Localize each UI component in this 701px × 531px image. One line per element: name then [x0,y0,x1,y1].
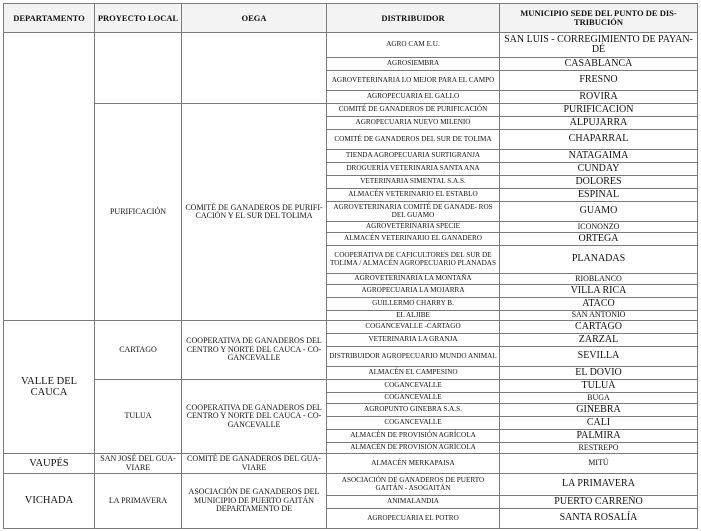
distribuidor-cell: COGANCEVALLE -CARTAGO [327,321,500,334]
header-row [4,4,698,33]
distribuidor-cell: AGROVETERINARIA LO MEJOR PARA EL CAMPO [327,71,500,91]
municipio-cell: TULUÁ [500,380,698,393]
table-row [4,321,698,334]
distribuidor-cell: GUILLERMO CHARRY B. [327,298,500,311]
distribuidor-cell: AGROPECUARIA EL GALLO [327,91,500,104]
municipio-cell: VILLA RICA [500,285,698,298]
distributors-table [3,3,698,529]
municipio-cell: PUERTO CARREÑO [500,496,698,509]
distribuidor-cell: VETERINARIA LA GRANJA [327,334,500,347]
distribuidor-cell: TIENDA AGROPECUARIA SURTIGRANJA [327,150,500,163]
municipio-cell: ICONONZO [500,222,698,233]
departamento-cell-valle: VALLE DEL CAUCA [4,321,95,454]
municipio-cell: ATACO [500,298,698,311]
distribuidor-cell: AGROPECUARIA LA MOJARRA [327,285,500,298]
municipio-cell: ORTEGA [500,233,698,246]
distribuidor-cell: ALMACÉN EL CAMPESINO [327,367,500,380]
table-row [4,474,698,496]
distribuidor-cell: ALMACÉN VETERINARIO EL GANADERO [327,233,500,246]
municipio-cell: GINEBRA [500,404,698,417]
municipio-cell: PALMIRA [500,430,698,443]
distribuidor-cell: AGROSIEMBRA [327,58,500,71]
table-row [4,33,698,58]
oega-cell-cartago: COOPERATIVA DE GANADEROS DEL CENTRO Y NORTE DEL CAUCA - CO- GANCEVALLE [182,321,327,380]
municipio-cell: ROVIRA [500,91,698,104]
distribuidor-cell: AGROVETERINARIA SPECIE [327,222,500,233]
col-proyecto-local: PROYECTO LOCAL [95,4,182,33]
municipio-cell: SANTA ROSALÍA [500,509,698,529]
municipio-cell: ALPUJARRA [500,117,698,130]
municipio-cell: PLANADAS [500,246,698,274]
distribuidor-cell: COOPERATIVA DE CAFICULTORES DEL SUR DE TOLIMA / ALMACÉN AGROPECUARIO PLANADAS [327,246,500,274]
municipio-cell: GUAMO [500,202,698,222]
municipio-cell: CHAPARRAL [500,130,698,150]
municipio-cell: CARTAGO [500,321,698,334]
municipio-cell: BUGA [500,393,698,404]
col-departamento: DEPARTAMENTO [4,4,95,33]
distribuidor-cell: AGROVETERINARIA COMITÉ DE GANADE- ROS DEL GUAMO [327,202,500,222]
distribuidor-cell: AGROVETERINARIA LA MONTAÑA [327,274,500,285]
proyecto-cell-tulua: TULUA [95,380,182,454]
municipio-cell: CUNDAY [500,163,698,176]
municipio-cell: EL DOVIO [500,367,698,380]
table-row [4,104,698,117]
distribuidor-cell: COGANCEVALLE [327,380,500,393]
municipio-cell: LA PRIMAVERA [500,474,698,496]
municipio-cell: RESTREPO [500,443,698,454]
distribuidor-cell: COGANCEVALLE [327,393,500,404]
distribuidor-cell: ANIMALANDIA [327,496,500,509]
municipio-cell: ZARZAL [500,334,698,347]
proyecto-cell-blank [95,33,182,104]
col-municipio: MUNICIPIO SEDE DEL PUNTO DE DIS- TRIBUCIÓN [500,4,698,33]
distribuidor-cell: AGROPECUARIA EL POTRO [327,509,500,529]
municipio-cell: NATAGAIMA [500,150,698,163]
municipio-cell: CALI [500,417,698,430]
proyecto-cell-cartago: CARTAGO [95,321,182,380]
departamento-cell-tolima [4,33,95,321]
col-oega: OEGA [182,4,327,33]
distribuidor-cell: AGROPUNTO GINEBRA S.A.S. [327,404,500,417]
col-distribuidor: DISTRIBUIDOR [327,4,500,33]
departamento-cell-vichada: VICHADA [4,474,95,529]
proyecto-cell-laprimavera: LA PRIMAVERA [95,474,182,529]
distribuidor-cell: ASOCIACIÓN DE GANADEROS DE PUERTO GAITÁN - ASOGAITÁN [327,474,500,496]
proyecto-cell-sanjose: SAN JOSÉ DEL GUA- VIARE [95,454,182,474]
municipio-cell: MITÚ [500,454,698,474]
municipio-cell: SAN ANTONIO [500,311,698,321]
oega-cell-tulua: COOPERATIVA DE GANADEROS DEL CENTRO Y NORTE DEL CAUCA - CO- GANCEVALLE [182,380,327,454]
table-row [4,380,698,393]
distribuidor-cell: COGANCEVALLE [327,417,500,430]
distribuidor-cell: COMITÉ DE GANADEROS DE PURIFICACIÓN [327,104,500,117]
distribuidor-cell: ALMACÉN MERKAPAISA [327,454,500,474]
municipio-cell: SAN LUIS - CORREGIMIENTO DE PAYAN- DÉ [500,33,698,58]
municipio-cell: CASABLANCA [500,58,698,71]
municipio-cell: FRESNO [500,71,698,91]
departamento-cell-vaupes: VAUPÉS [4,454,95,474]
oega-cell-blank [182,33,327,104]
distribuidor-cell: AGROPECUARIA NUEVO MILENIO [327,117,500,130]
distribuidor-cell: ALMACÉN DE PROVISIÓN AGRÍCOLA [327,443,500,454]
distribuidor-cell: VETERINARIA SIMENTAL S.A.S. [327,176,500,189]
distribuidor-cell: COMITÉ DE GANADEROS DEL SUR DE TOLIMA [327,130,500,150]
distribuidor-cell: DISTRIBUIDOR AGROPECUARIO MUNDO ANIMAL [327,347,500,367]
table-row [4,454,698,474]
oega-cell-purificacion: COMITÉ DE GANADEROS DE PURIFI- CACIÓN Y EL SUR DEL TOLIMA [182,104,327,321]
municipio-cell: SEVILLA [500,347,698,367]
distribuidor-cell: ALMACÉN DE PROVISIÓN AGRÍCOLA [327,430,500,443]
distribuidor-cell: ALMACÉN VETERINARIO EL ESTABLO [327,189,500,202]
municipio-cell: PURIFICACIÓN [500,104,698,117]
municipio-cell: ESPINAL [500,189,698,202]
distribuidor-cell: EL ALJIBE [327,311,500,321]
oega-cell-sanjose: COMITÉ DE GANADEROS DEL GUA- VIARE [182,454,327,474]
municipio-cell: RIOBLANCO [500,274,698,285]
municipio-cell: DOLORES [500,176,698,189]
distribuidor-cell: DROGUERÍA VETERINARIA SANTA ANA [327,163,500,176]
proyecto-cell-purificacion: PURIFICACIÓN [95,104,182,321]
distribuidor-cell: AGRO CAM E.U. [327,33,500,58]
oega-cell-laprimavera: ASOCIACIÓN DE GANADEROS DEL MUNICIPIO DE PUERTO GAITÁN DEPARTAMENTO DE [182,474,327,529]
